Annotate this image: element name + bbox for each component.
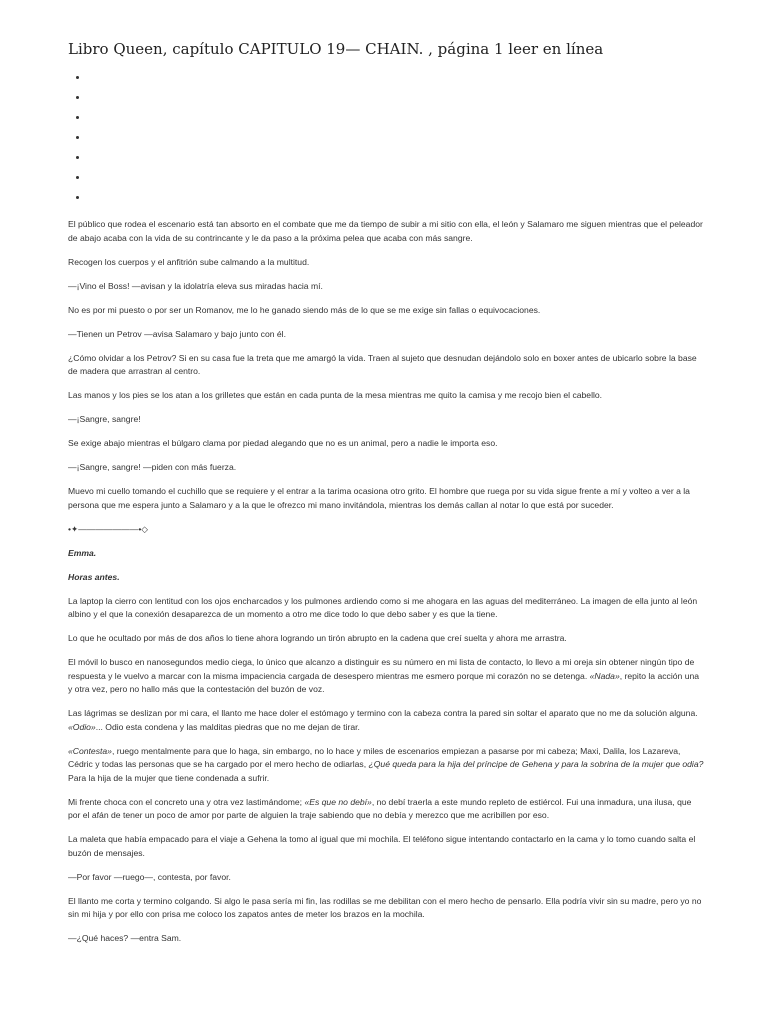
text-run: , ruego mentalmente para que lo haga, sin embargo, no lo hace y miles de escenarios empiezan a pasarse por mi cabeza; Maxi, Dalila, los Lazareva, Cédric y todas las personas que se ha cargado por el mero hecho de odiarlas, — [68, 745, 681, 769]
italic-run: «Nada» — [589, 670, 620, 681]
paragraph: —¿Qué haces? —entra Sam. — [68, 933, 182, 943]
chapter-text — [68, 218, 704, 956]
paragraph: —¡Sangre, sangre! — [68, 414, 141, 424]
bullet-item[interactable] — [68, 108, 88, 128]
paragraph: —Tienen un Petrov —avisa Salamaro y bajo junto con él. — [68, 328, 286, 339]
pov-heading: Emma. — [68, 547, 97, 558]
paragraph: Muevo mi cuello tomando el cuchillo que se requiere y el entrar a la tarima ocasiona otro grito. El hombre que ruega por su vida sigue frente a mí y volteo a ver a la persona que me espera junto a Salamaro y a la que le ofrezco mi mano invitándola, mientras los demás callan al notar lo que está por suceder. — [68, 486, 690, 510]
bullet-list — [68, 68, 88, 208]
text-run: Mi frente choca con el concreto una y otra vez lastimándome; — [68, 796, 305, 807]
text-run: ... Odio esta condena y las malditas piedras que no me dejan de tirar. — [95, 721, 360, 732]
bullet-item[interactable] — [68, 88, 88, 108]
bullet-item[interactable] — [68, 128, 88, 148]
text-run: Las lágrimas se deslizan por mi cara, el llanto me hace doler el estómago y termino con la cabeza contra la pared sin soltar el aparato que no me da solución alguna. — [68, 708, 698, 718]
bullet-item[interactable] — [68, 168, 88, 188]
paragraph: Recogen los cuerpos y el anfitrión sube calmando a la multitud. — [68, 256, 310, 267]
paragraph — [68, 656, 704, 697]
paragraph: La maleta que había empacado para el viaje a Gehena la tomo al igual que mi mochila. El teléfono sigue intentando contactarlo en la cama y lo tomo cuando salta el buzón de mensajes. — [68, 834, 696, 858]
italic-run: «Contesta» — [68, 745, 112, 756]
paragraph: Lo que he ocultado por más de dos años lo tiene ahora logrando un tirón abrupto en la cadena que creí suelta y ahora me arrastra. — [68, 633, 567, 643]
time-heading: Horas antes. — [68, 571, 120, 582]
paragraph: No es por mi puesto o por ser un Romanov, me lo he ganado siendo más de lo que se me exige sin fallas o equivocaciones. — [68, 304, 541, 315]
page-title: Libro Queen, capítulo CAPITULO 19— CHAIN. , página 1 leer en línea — [68, 40, 604, 58]
italic-run: ¿Qué queda para la hija del príncipe de Gehena y para la sobrina de la mujer que odia? — [368, 759, 704, 769]
paragraph: Las manos y los pies se los atan a los grilletes que están en cada punta de la mesa mientras me quito la camisa y me recojo bien el cabello. — [68, 390, 603, 400]
paragraph: El llanto me corta y termino colgando. Si algo le pasa sería mi fin, las rodillas se me debilitan con el mero hecho de pensarlo. Ella podría vivir sin su madre, pero yo no sin mi hija y por ello con prisa me coloco los zapatos antes de meter los brazos en la mochila. — [68, 895, 702, 919]
bullet-item[interactable] — [68, 148, 88, 168]
paragraph — [68, 796, 704, 823]
paragraph: El público que rodea el escenario está tan absorto en el combate que me da tiempo de subir a mi sitio con ella, el león y Salamaro me siguen mientras que el peleador de abajo acaba con la vida de su contrincante y le da paso a la próxima pelea que acaba con más sangre. — [68, 219, 703, 243]
italic-run: «Es que no debí» — [304, 796, 372, 807]
scene-separator: •✦———————•◇ — [68, 523, 148, 534]
italic-run: «Odio» — [68, 721, 96, 732]
paragraph: —¡Sangre, sangre! —piden con más fuerza. — [68, 462, 237, 472]
text-run: El móvil lo busco en nanosegundos medio ciega, lo único que alcanzo a distinguir es su número en mi lista de contacto, lo llevo a mi oreja sin obtener ningún tipo de respuesta y le vuelvo a marcar con la misma impaciencia cargada de desespero mientras me esmero porque mi corazón no se detenga. — [68, 657, 695, 681]
paragraph: Se exige abajo mientras el búlgaro clama por piedad alegando que no es un animal, pero a nadie le importa eso. — [68, 438, 498, 448]
text-run: Para la hija de la mujer que tiene condenada a sufrir. — [68, 772, 270, 783]
paragraph: ¿Cómo olvidar a los Petrov? Si en su casa fue la treta que me amargó la vida. Traen al sujeto que desnudan dejándolo solo en boxer antes de ubicarlo sobre la base de madera que arrastran al centro. — [68, 352, 697, 376]
paragraph — [68, 707, 704, 734]
paragraph: —Por favor —ruego—, contesta, por favor. — [68, 871, 231, 882]
bullet-item[interactable] — [68, 68, 88, 88]
text-run: , no debí traerla a este mundo repleto de estiércol. Fui una inmadura, una ilusa, que por el afán de tener un poco de amor por parte de alguien la traje sabiendo que no debía y merezco que me acribillen por eso. — [68, 796, 692, 820]
text-run: , repito la acción una y otra vez, pero no hallo más que la contestación del buzón de voz. — [68, 670, 700, 694]
paragraph: —¡Vino el Boss! —avisan y la idolatría eleva sus miradas hacia mí. — [68, 280, 323, 291]
paragraph — [68, 745, 704, 786]
bullet-item[interactable] — [68, 188, 88, 208]
paragraph: La laptop la cierro con lentitud con los ojos encharcados y los pulmones ardiendo como si me ahogara en las aguas del mediterráneo. La imagen de ella junto al león albino y el que la conexión desaparezca de un momento a otro me dice todo lo que debo saber y es que la tiene. — [68, 595, 698, 619]
